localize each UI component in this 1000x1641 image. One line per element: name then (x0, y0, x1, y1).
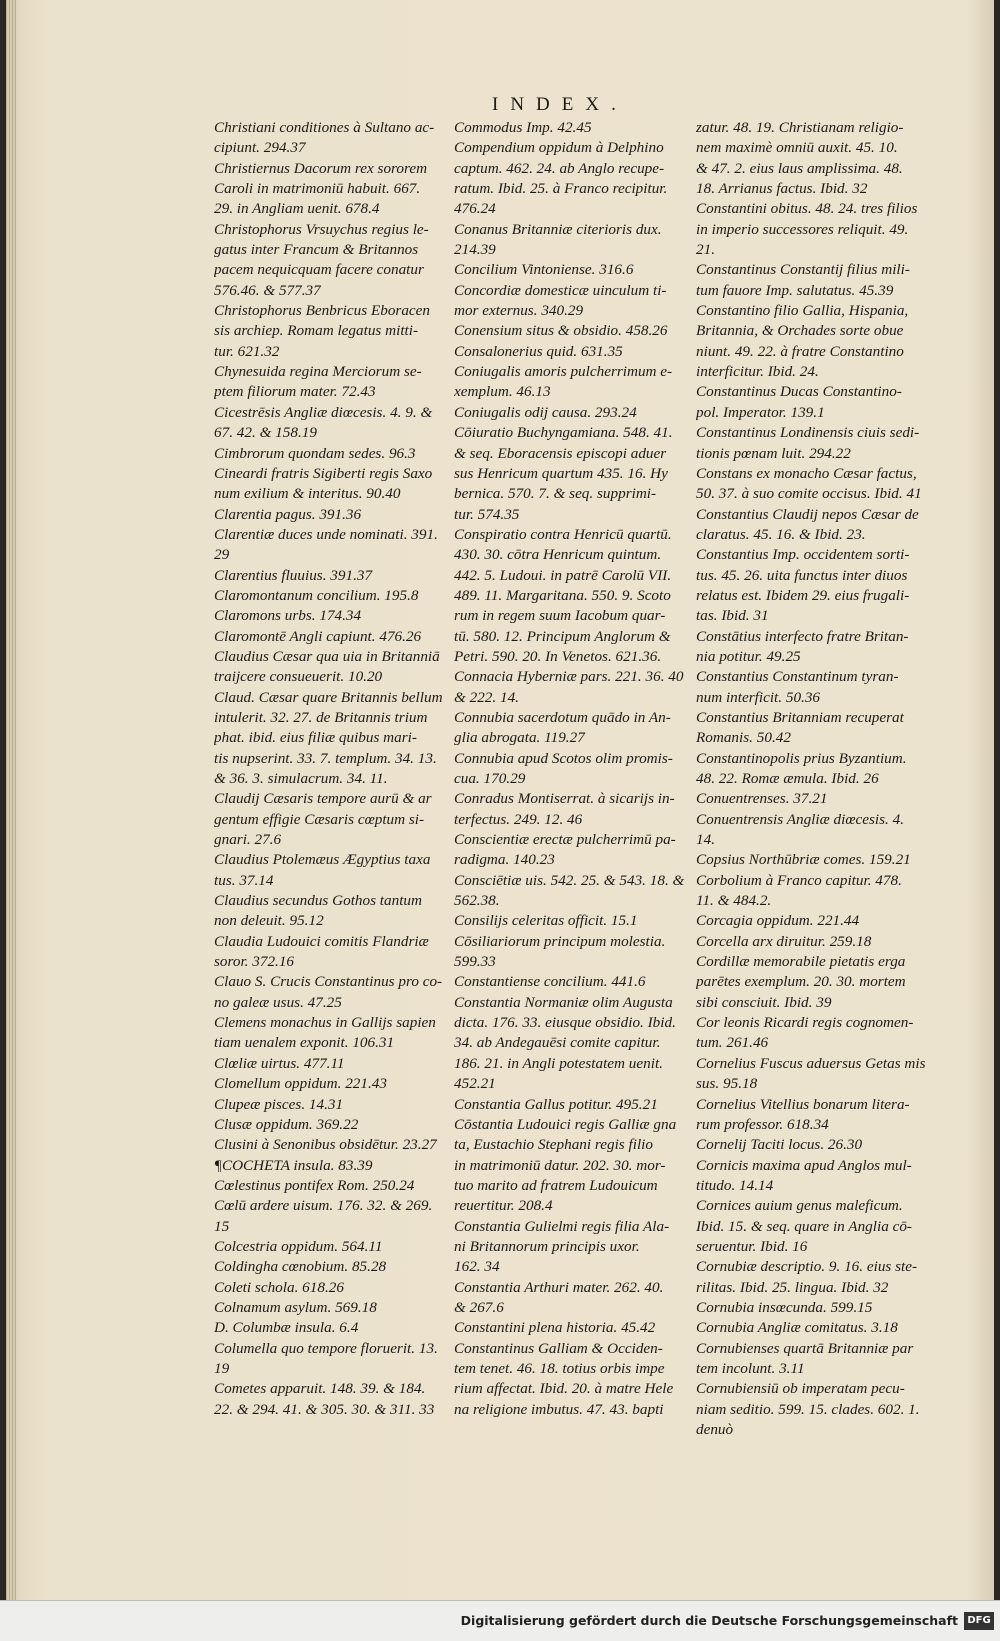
index-line: Claromons urbs. 174.34 (214, 607, 362, 625)
index-line: Concordiæ domesticæ uinculum ti- (454, 281, 667, 299)
index-line: Cordillæ memorabile pietatis erga (696, 953, 906, 971)
index-line: Conspiratio contra Henricū quartū. (454, 525, 672, 543)
index-line: traijcere consueuerit. 10.20 (214, 668, 383, 686)
index-line: tuo marito ad fratrem Ludouicum (454, 1176, 658, 1194)
index-line: in matrimoniū datur. 202. 30. mor- (454, 1156, 666, 1174)
index-line: Claudia Ludouici comitis Flandriæ (214, 932, 429, 950)
index-line: Consalonerius quid. 631.35 (454, 342, 623, 360)
index-line: Cor leonis Ricardi regis cognomen- (696, 1014, 914, 1032)
index-line: na religione imbutus. 47. 43. bapti (454, 1400, 664, 1418)
index-line: 14. (696, 831, 715, 849)
index-line: parētes exemplum. 20. 30. mortem (696, 973, 906, 991)
index-line: num exilium & interitus. 90.40 (214, 485, 401, 503)
index-line: zatur. 48. 19. Christianam religio- (696, 119, 904, 136)
index-line: Clauo S. Crucis Constantinus pro co- (214, 973, 443, 991)
index-line: tū. 580. 12. Principum Anglorum & (454, 627, 671, 645)
index-line: Claromontanum concilium. 195.8 (214, 586, 419, 604)
index-line: sus Henricum quartum 435. 16. Hy (454, 464, 668, 482)
index-line: tem tenet. 46. 18. totius orbis impe (454, 1359, 665, 1377)
index-line: Consciētiæ uis. 542. 25. & 543. 18. & (454, 871, 685, 889)
index-line: Christophorus Benbricus Eboracen (214, 302, 430, 320)
index-line: 18. Arrianus factus. Ibid. 32 (696, 180, 868, 198)
index-line: Claudius Cæsar qua uia in Britanniā (214, 647, 440, 665)
index-line: Colcestria oppidum. 564.11 (214, 1237, 383, 1255)
index-line: interficitur. Ibid. 24. (696, 363, 819, 381)
index-line: Connubia sacerdotum quādo in An- (454, 708, 671, 726)
index-line: 15 (214, 1217, 230, 1235)
book-page (6, 0, 994, 1600)
index-line: Cœlū ardere uisum. 176. 32. & 269. (214, 1197, 433, 1215)
index-line: Corbolium à Franco capitur. 478. (696, 871, 902, 889)
index-line: Connubia apud Scotos olim promis- (454, 749, 673, 767)
index-line: no galeæ usus. 47.25 (214, 993, 342, 1011)
index-line: Clusæ oppidum. 369.22 (214, 1115, 359, 1133)
index-line: pacem nequicquam facere conatur (214, 261, 424, 279)
index-line: & 222. 14. (454, 688, 519, 706)
index-line: Constantia Arthuri mater. 262. 40. (454, 1278, 664, 1296)
index-line: tionis pœnam luit. 294.22 (696, 444, 851, 462)
index-line: Cornubia Angliæ comitatus. 3.18 (696, 1319, 898, 1337)
index-line: Clarentiæ duces unde nominati. 391. (214, 525, 438, 543)
index-line: intulerit. 32. 27. de Britannis trium (214, 708, 428, 726)
index-line: Constantia Gallus potitur. 495.21 (454, 1095, 658, 1113)
index-line: bernica. 570. 7. & seq. supprimi- (454, 485, 657, 503)
index-line: Cōiuratio Buchyngamiana. 548. 41. (454, 424, 673, 442)
index-line: tus. 37.14 (214, 871, 274, 889)
index-line: Romanis. 50.42 (696, 729, 791, 747)
index-line: Constans ex monacho Cæsar factus, (696, 464, 917, 482)
index-line: soror. 372.16 (214, 953, 295, 971)
index-line: Clomellum oppidum. 221.43 (214, 1075, 387, 1093)
index-line: Constantinus Galliam & Occiden- (454, 1339, 663, 1357)
index-line: tur. 621.32 (214, 342, 280, 360)
index-line: 21. (696, 241, 715, 259)
index-line: & seq. Eboracensis episcopi aduer (454, 444, 667, 462)
page-header: INDEX. (492, 94, 628, 115)
index-line: Petri. 590. 20. In Venetos. 621.36. (454, 647, 662, 665)
index-line: Constantius Imp. occidentem sorti- (696, 546, 910, 564)
index-line: Caroli in matrimoniū habuit. 667. (214, 180, 421, 198)
index-line: Columella quo tempore floruerit. 13. (214, 1339, 438, 1357)
index-line: Christiernus Dacorum rex sororem (214, 159, 428, 177)
index-line: cipiunt. 294.37 (214, 139, 306, 157)
index-line: Cometes apparuit. 148. 39. & 184. (214, 1380, 426, 1398)
index-line: Conscientiæ erectæ pulcherrimū pa- (454, 831, 676, 849)
index-line: 562.38. (454, 892, 500, 910)
index-line: glia abrogata. 119.27 (454, 729, 585, 747)
index-line: dicta. 176. 33. eiusque obsidio. Ibid. (454, 1014, 676, 1032)
index-line: Clusini à Senonibus obsidētur. 23.27 (214, 1136, 437, 1154)
index-line: 186. 21. in Angli potestatem uenit. (454, 1054, 663, 1072)
index-line: Clemens monachus in Gallijs sapien (214, 1014, 436, 1032)
dfg-logo-icon: DFG (964, 1612, 994, 1630)
index-line: Connacia Hyberniæ pars. 221. 36. 40 (454, 668, 684, 686)
index-line: Clarentia pagus. 391.36 (214, 505, 362, 523)
index-line: 476.24 (454, 200, 496, 218)
index-line: gatus inter Francum & Britannos (214, 241, 419, 259)
index-line: 430. 30. cōtra Henricum quintum. (454, 546, 662, 564)
index-line: radigma. 140.23 (454, 851, 555, 869)
index-line: Constantius Britanniam recuperat (696, 708, 904, 726)
index-line: 162. 34 (454, 1258, 500, 1276)
index-line: Clupeæ pisces. 14.31 (214, 1095, 344, 1113)
index-line: ratum. Ibid. 25. à Franco recipitur. (454, 180, 668, 198)
index-line: Christophorus Vrsuychus regius le- (214, 220, 429, 238)
index-line: tas. Ibid. 31 (696, 607, 769, 625)
index-line: Ibid. 15. & seq. quare in Anglia cō- (696, 1217, 912, 1235)
index-line: 34. ab Andegauēsi comite capitur. (454, 1034, 661, 1052)
index-line: Conanus Britanniæ citerioris dux. (454, 220, 662, 238)
index-line: Cornelius Vitellius bonarum litera- (696, 1095, 910, 1113)
index-line: Claudij Cæsaris tempore aurū & ar (214, 790, 432, 808)
index-line: Constantiense concilium. 441.6 (454, 973, 646, 991)
index-line: Cicestrēsis Angliæ diœcesis. 4. 9. & (214, 403, 433, 421)
index-line: Concilium Vintoniense. 316.6 (454, 261, 634, 279)
index-line: relatus est. Ibidem 29. eius frugali- (696, 586, 910, 604)
index-line: rium affectat. Ibid. 20. à matre Hele (454, 1380, 674, 1398)
index-line: Claudius Ptolemæus Ægyptius taxa (214, 851, 431, 869)
index-line: 29. in Angliam uenit. 678.4 (214, 200, 380, 218)
index-line: Copsius Northūbriæ comes. 159.21 (696, 851, 911, 869)
index-line: tum. 261.46 (696, 1034, 769, 1052)
index-line: Chynesuida regina Merciorum se- (214, 363, 422, 381)
index-line: xemplum. 46.13 (454, 383, 551, 401)
index-line: Colnamum asylum. 569.18 (214, 1298, 377, 1316)
footer-credit-text: Digitalisierung gefördert durch die Deutsche Forschungsgemeinschaft (460, 1613, 958, 1628)
index-line: Cornubiensiū ob imperatam pecu- (696, 1380, 905, 1398)
index-line: Constantius Claudij nepos Cæsar de (696, 505, 919, 523)
index-line: gentum effigie Cæsaris cœptum si- (214, 810, 425, 828)
index-line: 50. 37. à suo comite occisus. Ibid. 41 (696, 485, 922, 503)
index-column-right (696, 118, 928, 1440)
index-line: nia potitur. 49.25 (696, 647, 801, 665)
index-line: Constantino filio Gallia, Hispania, (696, 302, 909, 320)
index-line: sibi consciuit. Ibid. 39 (696, 993, 832, 1011)
index-line: nem maximè omniū auxit. 45. 10. (696, 139, 898, 157)
index-line: captum. 462. 24. ab Anglo recupe- (454, 159, 665, 177)
index-line: 576.46. & 577.37 (214, 281, 321, 299)
index-line: Coldingha cœnobium. 85.28 (214, 1258, 387, 1276)
index-line: & 47. 2. eius laus amplissima. 48. (696, 159, 903, 177)
index-line: Britannia, & Orchades sorte obue (696, 322, 904, 340)
index-line: Conradus Montiserrat. à sicarijs in- (454, 790, 675, 808)
index-line: pol. Imperator. 139.1 (696, 403, 825, 421)
index-line: mor externus. 340.29 (454, 302, 584, 320)
index-line: Cōsiliariorum principum molestia. (454, 932, 666, 950)
index-line: sus. 95.18 (696, 1075, 758, 1093)
index-column-left (214, 118, 452, 1420)
index-line: 489. 11. Margaritana. 550. 9. Scoto (454, 586, 671, 604)
index-line: Cornicis maxima apud Anglos mul- (696, 1156, 912, 1174)
index-line: Cimbrorum quondam sedes. 96.3 (214, 444, 416, 462)
index-line: ta, Eustachio Stephani regis filio (454, 1136, 653, 1154)
index-line: Constantinus Constantij filius mili- (696, 261, 910, 279)
index-line: Cœlestinus pontifex Rom. 250.24 (214, 1176, 415, 1194)
index-line: 11. & 484.2. (696, 892, 772, 910)
index-line: & 36. 3. simulacrum. 34. 11. (214, 770, 388, 787)
index-column-middle (454, 118, 692, 1420)
index-line: tur. 574.35 (454, 505, 520, 523)
index-line: Corcagia oppidum. 221.44 (696, 912, 860, 930)
index-line: Constantia Normaniæ olim Augusta (454, 993, 673, 1011)
index-line: niam seditio. 599. 15. clades. 602. 1. (696, 1400, 920, 1418)
index-line: Christiani conditiones à Sultano ac- (214, 119, 435, 136)
index-line: non deleuit. 95.12 (214, 912, 324, 930)
index-line: terfectus. 249. 12. 46 (454, 810, 583, 828)
index-line: Cornubienses quartā Britanniæ par (696, 1339, 914, 1357)
index-line: Constantinopolis prius Byzantium. (696, 749, 907, 767)
index-line: Cineardi fratris Sigiberti regis Saxo (214, 464, 433, 482)
index-line: Consilijs celeritas officit. 15.1 (454, 912, 638, 930)
index-line: Cornelius Fuscus aduersus Getas mis (696, 1054, 926, 1072)
index-line: denuò (696, 1421, 734, 1438)
index-line: cua. 170.29 (454, 770, 526, 787)
index-line: 19 (214, 1359, 230, 1377)
index-line: ¶COCHETA insula. 83.39 (214, 1156, 373, 1174)
index-line: gnari. 27.6 (214, 831, 282, 849)
index-line: Cornelij Taciti locus. 26.30 (696, 1136, 863, 1154)
index-line: num interficit. 50.36 (696, 688, 821, 706)
index-line: Coleti schola. 618.26 (214, 1278, 344, 1296)
index-line: 214.39 (454, 241, 496, 259)
index-line: Claud. Cæsar quare Britannis bellum (214, 688, 443, 706)
index-line: 48. 22. Romæ æmula. Ibid. 26 (696, 770, 879, 787)
index-line: 22. & 294. 41. & 305. 30. & 311. 33 (214, 1400, 435, 1418)
index-line: Constantinus Londinensis ciuis sedi- (696, 424, 920, 442)
index-line: rum in regem suum Iacobum quar- (454, 607, 666, 625)
index-line: Conuentrenses. 37.21 (696, 790, 828, 808)
index-line: Coniugalis odij causa. 293.24 (454, 403, 637, 421)
index-line: reuertitur. 208.4 (454, 1197, 553, 1215)
index-line: 29 (214, 546, 230, 564)
index-line: Clarentius fluuius. 391.37 (214, 566, 373, 584)
index-line: ptem filiorum mater. 72.43 (214, 383, 376, 401)
index-line: tum fauore Imp. salutatus. 45.39 (696, 281, 894, 299)
index-line: Constantini obitus. 48. 24. tres filios (696, 200, 918, 218)
index-line: Constantius Constantinum tyran- (696, 668, 899, 686)
index-line: Conensium situs & obsidio. 458.26 (454, 322, 668, 340)
index-line: phat. ibid. eius filiæ quibus mari- (214, 729, 417, 747)
page-edges (6, 0, 16, 1600)
index-line: tem incolunt. 3.11 (696, 1359, 805, 1377)
index-line: Cornices auium genus maleficum. (696, 1197, 903, 1215)
index-line: rilitas. Ibid. 25. lingua. Ibid. 32 (696, 1278, 889, 1296)
index-line: Constantinus Ducas Constantino- (696, 383, 902, 401)
index-line: Cōstantia Ludouici regis Galliæ gna (454, 1115, 677, 1133)
index-line: Compendium oppidum à Delphino (454, 139, 664, 157)
index-line: Constantia Gulielmi regis filia Ala- (454, 1217, 670, 1235)
index-line: 599.33 (454, 953, 496, 971)
index-line: Corcella arx diruitur. 259.18 (696, 932, 872, 950)
index-line: tis nupserint. 33. 7. templum. 34. 13. (214, 749, 437, 767)
index-line: niunt. 49. 22. à fratre Constantino (696, 342, 904, 360)
index-line: Claudius secundus Gothos tantum (214, 892, 422, 910)
index-line: 67. 42. & 158.19 (214, 424, 317, 442)
index-line: Commodus Imp. 42.45 (454, 119, 592, 136)
index-line: 442. 5. Ludoui. in patrē Carolū VII. (454, 566, 672, 584)
index-line: & 267.6 (454, 1298, 504, 1316)
index-line: Clœliæ uirtus. 477.11 (214, 1054, 345, 1072)
index-line: 452.21 (454, 1075, 496, 1093)
index-line: seruentur. Ibid. 16 (696, 1237, 808, 1255)
index-line: Constātius interfecto fratre Britan- (696, 627, 909, 645)
index-line: Constantini plena historia. 45.42 (454, 1319, 656, 1337)
index-line: tus. 45. 26. uita functus inter diuos (696, 566, 908, 584)
index-line: Cornubia insœcunda. 599.15 (696, 1298, 873, 1316)
index-line: D. Columbæ insula. 6.4 (214, 1319, 359, 1337)
index-line: sis archiep. Romam legatus mitti- (214, 322, 419, 340)
index-line: titudo. 14.14 (696, 1176, 774, 1194)
index-line: in imperio successores reliquit. 49. (696, 220, 909, 238)
index-line: claratus. 45. 16. & Ibid. 23. (696, 525, 866, 543)
index-line: Conuentrensis Angliæ diœcesis. 4. (696, 810, 904, 828)
index-line: tiam uenalem exponit. 106.31 (214, 1034, 395, 1052)
index-line: Cornubiæ descriptio. 9. 16. eius ste- (696, 1258, 918, 1276)
index-line: rum professor. 618.34 (696, 1115, 829, 1133)
digitization-footer (0, 1600, 1000, 1641)
index-line: ni Britannorum principis uxor. (454, 1237, 640, 1255)
index-line: Claromontē Angli capiunt. 476.26 (214, 627, 422, 645)
index-line: Coniugalis amoris pulcherrimum e- (454, 363, 673, 381)
